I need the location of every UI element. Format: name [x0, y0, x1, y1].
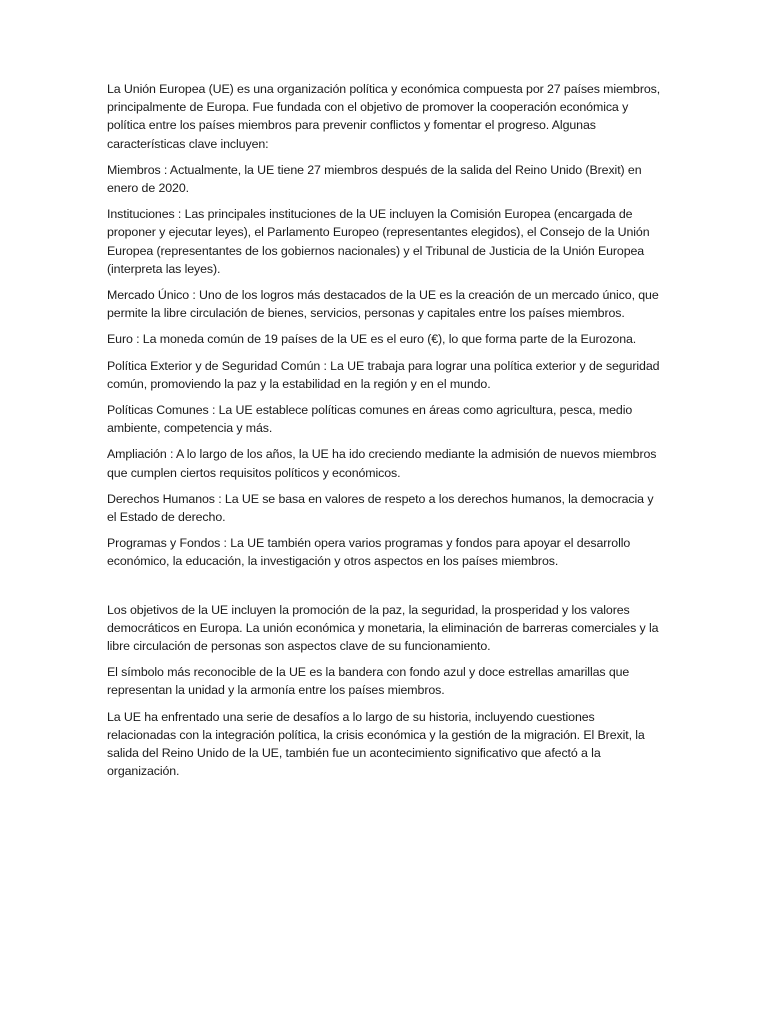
document-body [107, 80, 663, 789]
paragraph-intro: La Unión Europea (UE) es una organización política y económica compuesta por 27 países miembros, principalmente de Europa. Fue fundada con el objetivo de promover la cooperación económica y política entre los países miembros para prevenir conflictos y fomentar el progreso. Algunas características clave incluyen: [107, 82, 661, 151]
paragraph-politica-exterior: Política Exterior y de Seguridad Común : La UE trabaja para lograr una política exterior y de seguridad común, promoviendo la paz y la estabilidad en la región y en el mundo. [107, 358, 660, 391]
paragraph-euro: Euro : La moneda común de 19 países de la UE es el euro (€), lo que forma parte de la Eurozona. [107, 332, 637, 347]
paragraph-mercado-unico: Mercado Único : Uno de los logros más destacados de la UE es la creación de un mercado único, que permite la libre circulación de bienes, servicios, personas y capitales entre los países miembros. [107, 288, 659, 321]
paragraph-desafios: La UE ha enfrentado una serie de desafíos a lo largo de su historia, incluyendo cuestiones relacionadas con la integración política, la crisis económica y la gestión de la migración. El Brexit, la salida del Reino Unido de la UE, también fue un acontecimiento significativo que afectó a la organización. [107, 709, 645, 779]
paragraph-simbolo: El símbolo más reconocible de la UE es la bandera con fondo azul y doce estrellas amarillas que representan la unidad y la armonía entre los países miembros. [107, 665, 630, 698]
paragraph-instituciones: Instituciones : Las principales instituciones de la UE incluyen la Comisión Europea (encargada de proponer y ejecutar leyes), el Parlamento Europeo (representantes elegidos), el Consejo de la Unión Europea (representantes de los gobiernos nacionales) y el Tribunal de Justicia de la Unión Europea (interpreta las leyes). [107, 207, 650, 276]
paragraph-programas-fondos: Programas y Fondos : La UE también opera varios programas y fondos para apoyar el desarrollo económico, la educación, la investigación y otros aspectos en los países miembros. [107, 536, 631, 569]
paragraph-ampliacion: Ampliación : A lo largo de los años, la UE ha ido creciendo mediante la admisión de nuevos miembros que cumplen ciertos requisitos políticos y económicos. [107, 447, 657, 480]
paragraph-derechos-humanos: Derechos Humanos : La UE se basa en valores de respeto a los derechos humanos, la democracia y el Estado de derecho. [107, 491, 654, 525]
paragraph-politicas-comunes: Políticas Comunes : La UE establece políticas comunes en áreas como agricultura, pesca, medio ambiente, competencia y más. [107, 403, 633, 436]
paragraph-miembros: Miembros : Actualmente, la UE tiene 27 miembros después de la salida del Reino Unido (Brexit) en enero de 2020. [107, 162, 642, 196]
paragraph-objetivos: Los objetivos de la UE incluyen la promoción de la paz, la seguridad, la prosperidad y los valores democráticos en Europa. La unión económica y monetaria, la eliminación de barreras comerciales y la libre circulación de personas son aspectos clave de su funcionamiento. [107, 602, 659, 654]
section-spacer [107, 579, 663, 601]
